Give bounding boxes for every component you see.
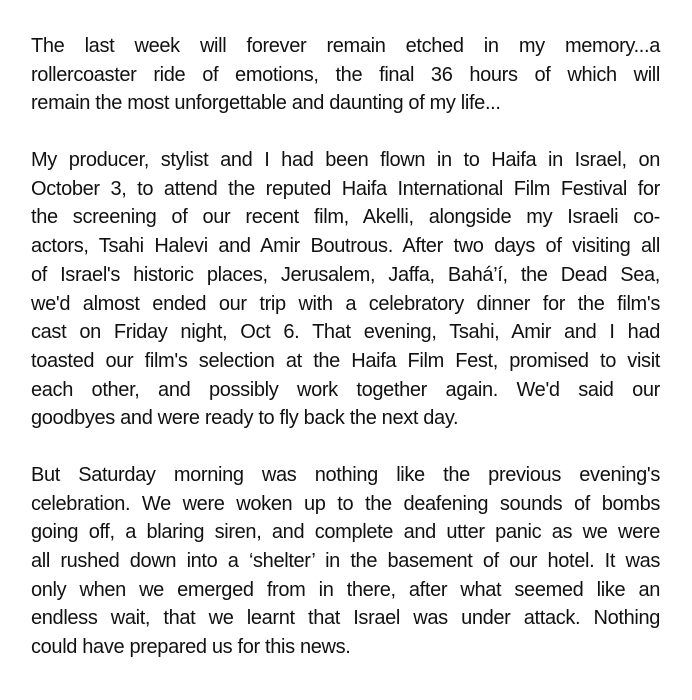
text-line: cast on Friday night, Oct 6. That evening, Tsahi, Amir and I had: [31, 321, 660, 344]
text-line: endless wait, that we learnt that Israel was under attack. Nothing: [31, 607, 660, 630]
text-line: toasted our film's selection at the Haifa Film Fest, promised to visit: [31, 349, 660, 372]
text-line: rollercoaster ride of emotions, the final 36 hours of which will: [31, 63, 660, 86]
text-line: But Saturday morning was nothing like the previous evening's: [31, 463, 660, 486]
article-body: [31, 32, 660, 690]
text-line: all rushed down into a ‘shelter’ in the basement of our hotel. It was: [31, 550, 660, 572]
text-line: the screening of our recent film, Akelli, alongside my Israeli co-: [31, 206, 660, 229]
text-line: going off, a blaring siren, and complete and utter panic as we were: [31, 521, 660, 544]
paragraph-saturday-attack: [31, 461, 660, 662]
text-line: goodbyes and were ready to fly back the next day.: [31, 407, 459, 430]
text-line: could have prepared us for this news.: [31, 636, 351, 659]
text-line: celebration. We were woken up to the deafening sounds of bombs: [31, 492, 660, 515]
text-line: October 3, to attend the reputed Haifa International Film Festival for: [31, 177, 660, 200]
paragraph-haifa-trip: [31, 146, 660, 433]
text-line: of Israel's historic places, Jerusalem, Jaffa, Bahá’í, the Dead Sea,: [31, 263, 660, 286]
text-line: actors, Tsahi Halevi and Amir Boutrous. After two days of visiting all: [31, 235, 660, 258]
text-line: only when we emerged from in there, after what seemed like an: [31, 578, 660, 601]
paragraph-intro: [31, 32, 660, 118]
text-line: My producer, stylist and I had been flown in to Haifa in Israel, on: [31, 149, 660, 172]
text-line: The last week will forever remain etched in my memory...a: [31, 35, 660, 57]
text-line: we'd almost ended our trip with a celebratory dinner for the film's: [31, 292, 660, 315]
text-line: each other, and possibly work together again. We'd said our: [31, 378, 660, 401]
text-line: remain the most unforgettable and daunting of my life...: [31, 92, 501, 115]
